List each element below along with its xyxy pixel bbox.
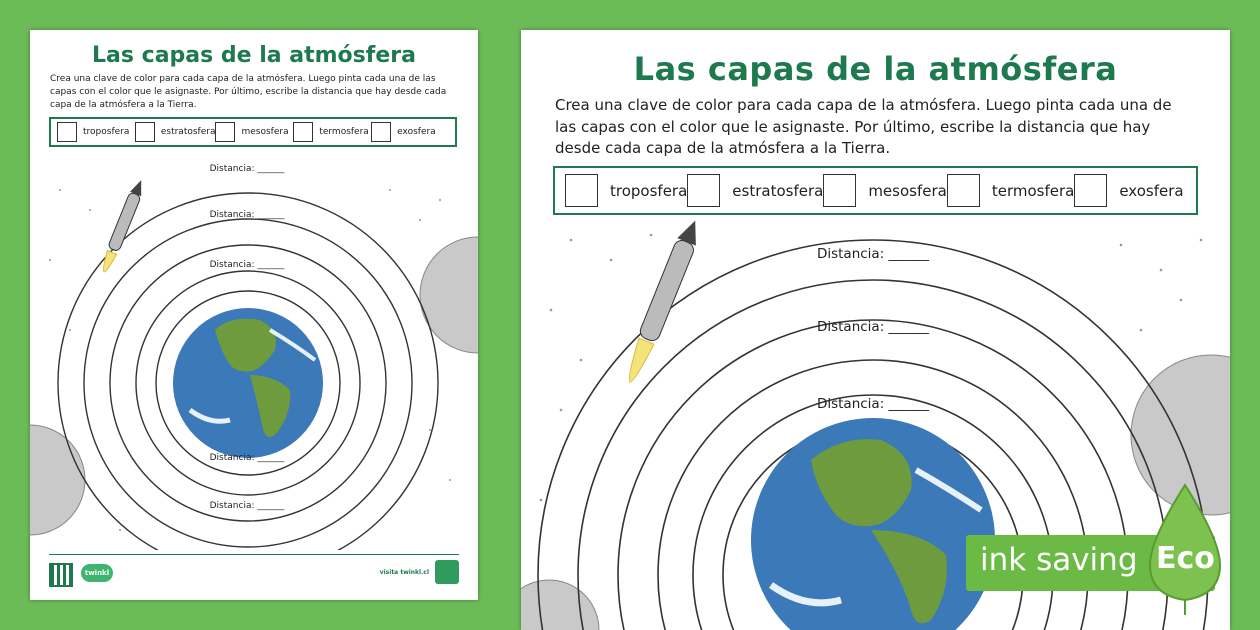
distance-label: Distancia: ______ [209,453,285,463]
key-label: troposfera [83,127,130,137]
key-item-mesosfera [215,122,293,142]
visit-link[interactable]: visita twinkl.cl [379,569,429,576]
key-label: mesosfera [241,127,289,137]
earth-image [751,418,995,630]
color-box[interactable] [215,122,235,142]
key-item-termosfera [947,174,1075,207]
key-item-termosfera [293,122,371,142]
key-label: termosfera [319,127,369,137]
qr-code-icon [49,563,73,587]
distance-label: Distancia: ______ [816,396,930,412]
eco-badge-icon [435,560,459,584]
key-label: exosfera [397,127,436,137]
color-box[interactable] [947,174,980,207]
key-label: estratosfera [160,127,216,137]
color-box[interactable] [823,174,856,207]
color-box[interactable] [687,174,720,207]
key-label: termosfera [991,181,1075,200]
distance-label: Distancia: ______ [209,260,285,270]
key-item-estratosfera [135,122,216,142]
key-label: mesosfera [868,181,947,200]
page-title: Las capas de la atmósfera [92,43,416,68]
distance-label: Distancia: ______ [209,210,285,220]
atmosphere-illustration [30,30,478,600]
color-box[interactable] [135,122,155,142]
color-box[interactable] [371,122,391,142]
instructions: Crea una clave de color para cada capa de la atmósfera. Luego pinta cada una de las capas con el color que le asignaste. Por último, escribe la distancia que hay desde cada capa de la atmósfera a la Tierra. [50,74,447,110]
key-item-troposfera [565,174,687,207]
banner-text: ink saving [980,542,1138,578]
instructions: Crea una clave de color para cada capa de la atmósfera. Luego pinta cada una de las capas con el color que le asignaste. Por último, escribe la distancia que hay desde cada capa de la atmósfera a la Tierra. [555,96,1172,157]
key-item-troposfera [57,122,135,142]
color-box[interactable] [57,122,77,142]
rocket-icon [621,217,705,386]
color-box[interactable] [565,174,598,207]
distance-label: Distancia: ______ [209,501,285,511]
key-item-mesosfera [823,174,947,207]
distance-label: Distancia: ______ [816,246,930,262]
color-box[interactable] [293,122,313,142]
key-item-exosfera [1074,174,1186,207]
key-label: exosfera [1119,181,1184,200]
key-item-estratosfera [687,174,823,207]
moon-image [420,237,478,353]
earth-image [173,308,323,458]
footer [49,554,459,591]
color-key [49,117,457,147]
page-title: Las capas de la atmósfera [633,50,1118,88]
twinkl-logo: twinkl [81,564,113,582]
key-label: estratosfera [732,181,824,200]
worksheet-preview-small [30,30,478,600]
distance-label: Distancia: ______ [816,319,930,335]
distance-label: Distancia: ______ [209,164,285,174]
color-key [553,166,1198,215]
key-label: troposfera [610,181,688,200]
key-item-exosfera [371,122,449,142]
color-box[interactable] [1074,174,1107,207]
eco-label: Eco [1156,541,1215,576]
